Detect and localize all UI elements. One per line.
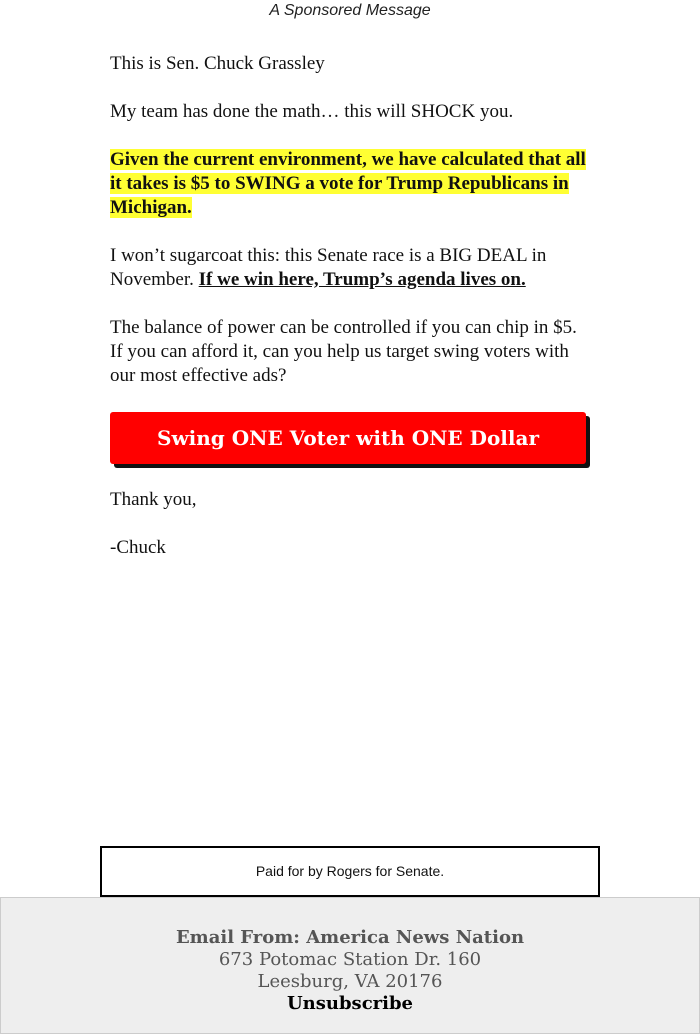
donate-button[interactable]: Swing ONE Voter with ONE Dollar: [110, 412, 586, 464]
email-body: [110, 52, 590, 584]
shock-paragraph: My team has done the math… this will SHOCK you.: [110, 101, 514, 122]
race-paragraph: [110, 244, 590, 292]
address-line-1: 673 Potomac Station Dr. 160: [218, 949, 482, 970]
highlight-paragraph: [110, 148, 590, 220]
signature: -Chuck: [110, 537, 166, 558]
thanks-paragraph: Thank you,: [110, 489, 197, 510]
paid-for-disclaimer: Paid for by Rogers for Senate.: [100, 846, 600, 897]
intro-paragraph: This is Sen. Chuck Grassley: [110, 53, 325, 74]
balance-paragraph: The balance of power can be controlled if you can chip in $5. If you can afford it, can you help us target swing voters with our most effective ads?: [110, 317, 577, 386]
address-line-2: Leesburg, VA 20176: [257, 971, 443, 992]
unsubscribe-link[interactable]: Unsubscribe: [286, 993, 414, 1014]
race-text: I won’t sugarcoat this: this Senate race is a BIG DEAL in November.: [110, 245, 547, 290]
sponsored-label: A Sponsored Message: [269, 2, 431, 19]
highlighted-text: Given the current environment, we have calculated that all it takes is $5 to SWING a vote for Trump Republicans in Michigan.: [110, 149, 586, 218]
email-footer: [0, 897, 700, 1034]
sender-line: Email From: America News Nation: [175, 927, 525, 948]
agenda-link[interactable]: If we win here, Trump’s agenda lives on.: [198, 269, 526, 290]
